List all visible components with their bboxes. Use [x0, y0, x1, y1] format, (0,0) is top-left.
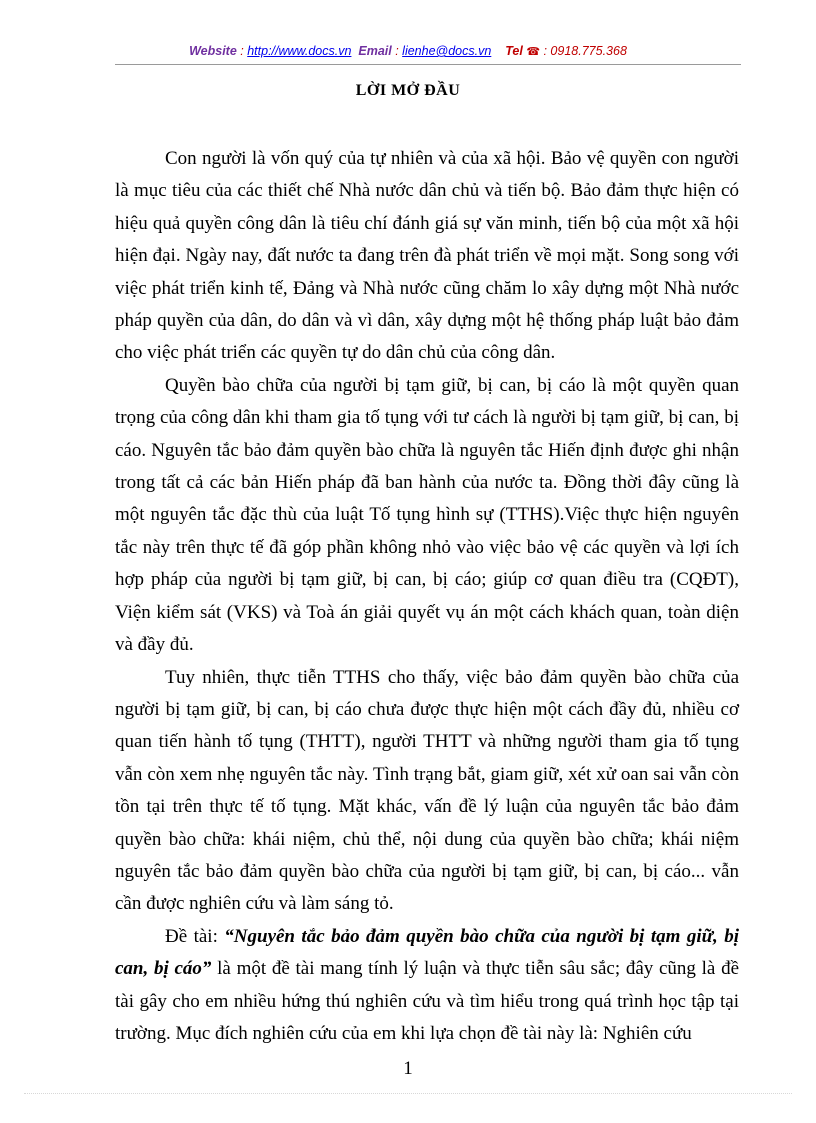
document-body [115, 143, 739, 1050]
document-title: LỜI MỞ ĐẦU [355, 82, 461, 99]
page-bottom-divider [24, 1093, 792, 1094]
tel-value: : 0918.775.368 [540, 44, 627, 58]
website-label: Website [189, 44, 237, 58]
paragraph-1: Con người là vốn quý của tự nhiên và của xã hội. Bảo vệ quyền con người là mục tiêu của các thiết chế Nhà nước dân chủ và tiến bộ. Bảo đảm thực hiện có hiệu quả quyền công dân là tiêu chí đánh giá sự văn minh, tiến bộ của một xã hội hiện đại. Ngày nay, đất nước ta đang trên đà phát triển về mọi mặt. Song song với việc phát triển kinh tế, Đảng và Nhà nước cũng chăm lo xây dựng một Nhà nước pháp quyền của dân, do dân và vì dân, xây dựng một hệ thống pháp luật bảo đảm cho việc phát triển các quyền tự do dân chủ của công dân. [115, 148, 739, 364]
header-separator: : [391, 44, 403, 58]
phone-icon: ☎ [526, 46, 541, 58]
header-separator: : [236, 44, 248, 58]
paragraph-4-rest: là một đề tài mang tính lý luận và thực tiễn sâu sắc; đây cũng là đề tài gây cho em nhiều hứng thú nghiên cứu và tìm hiểu trong quá trình học tập tại trường. Mục đích nghiên cứu của em khi lựa chọn đề tài này là: Nghiên cứu [115, 958, 740, 1044]
paragraph-3: Tuy nhiên, thực tiễn TTHS cho thấy, việc bảo đảm quyền bào chữa của người bị tạm giữ, bị can, bị cáo chưa được thực hiện một cách đầy đủ, nhiều cơ quan tiến hành tố tụng (THTT), người THTT và những người tham gia tố tụng vẫn còn xem nhẹ nguyên tắc này. Tình trạng bắt, giam giữ, xét xử oan sai vẫn còn tồn tại trên thực tế tố tụng. Mặt khác, vấn đề lý luận của nguyên tắc bảo đảm quyền bào chữa: khái niệm, chủ thể, nội dung của quyền bào chữa; khái niệm nguyên tắc bảo đảm quyền bào chữa của người bị tạm giữ, bị can, bị cáo... vẫn cần được nghiên cứu và làm sáng tỏ. [115, 666, 739, 915]
page-header [0, 44, 816, 58]
topic-title: “Nguyên tắc bảo đảm quyền bào chữa của người bị tạm giữ, bị can, bị cáo” [115, 925, 739, 980]
paragraph-4 [115, 921, 739, 1051]
page-number: 1 [403, 1058, 413, 1079]
tel-label: Tel [505, 44, 523, 58]
header-divider [115, 64, 741, 65]
email-link[interactable]: lienhe@docs.vn [402, 44, 492, 58]
website-link[interactable]: http://www.docs.vn [247, 44, 352, 58]
paragraph-4-lead: Đề tài: [165, 925, 225, 947]
email-label: Email [358, 44, 392, 58]
paragraph-2: Quyền bào chữa của người bị tạm giữ, bị can, bị cáo là một quyền quan trọng của công dân khi tham gia tố tụng với tư cách là người bị tạm giữ, bị can, bị cáo. Nguyên tắc bảo đảm quyền bào chữa là nguyên tắc Hiến định được ghi nhận trong tất cả các bản Hiến pháp đã ban hành của nước ta. Đồng thời đây cũng là một nguyên tắc đặc thù của luật Tố tụng hình sự (TTHS).Việc thực hiện nguyên tắc này trên thực tế đã góp phần không nhỏ vào việc bảo vệ các quyền và lợi ích hợp pháp của người bị tạm giữ, bị can, bị cáo; giúp cơ quan điều tra (CQĐT), Viện kiểm sát (VKS) và Toà án giải quyết vụ án một cách khách quan, toàn diện và đầy đủ. [115, 374, 739, 656]
